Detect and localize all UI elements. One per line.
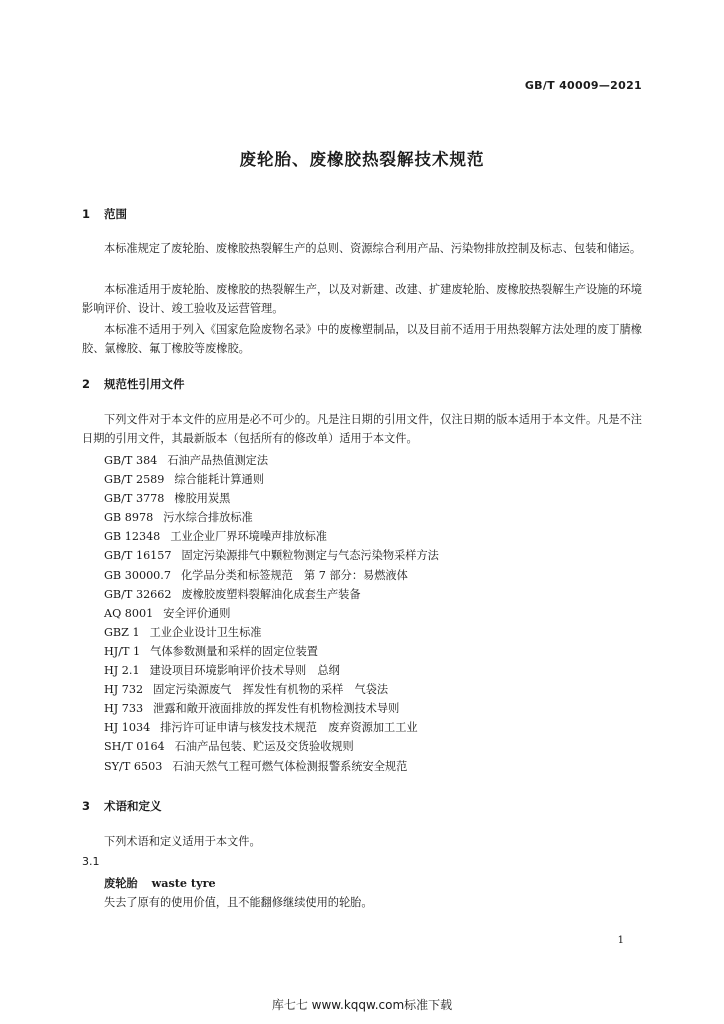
reference-code: GB/T 3778 xyxy=(104,492,165,506)
reference-code: AQ 8001 xyxy=(104,606,154,620)
reference-code: GB/T 32662 xyxy=(104,587,172,601)
scope-paragraph-2: 本标准适用于废轮胎、废橡胶的热裂解生产，以及对新建、改建、扩建废轮胎、废橡胶热裂解生产设施的环境影响评价、设计、竣工验收及运营管理。 xyxy=(82,283,642,315)
reference-item xyxy=(104,527,439,546)
reference-code: HJ/T 1 xyxy=(104,644,141,658)
section-title: 规范性引用文件 xyxy=(104,377,185,391)
reference-title: 固定污染源排气中颗粒物测定与气态污染物采样方法 xyxy=(181,549,439,563)
reference-code: GB 12348 xyxy=(104,530,161,544)
reference-title: 废橡胶废塑料裂解油化成套生产装备 xyxy=(181,587,361,601)
standard-code: GB/T 40009—2021 xyxy=(524,79,642,92)
reference-item xyxy=(104,737,439,756)
reference-code: HJ 733 xyxy=(104,702,144,716)
term-chinese: 废轮胎 xyxy=(104,877,138,890)
reference-item xyxy=(104,508,439,527)
reference-code: HJ 2.1 xyxy=(104,664,140,678)
reference-list xyxy=(104,451,439,776)
section-title: 范围 xyxy=(104,207,127,221)
reference-code: GB 8978 xyxy=(104,511,154,525)
reference-item xyxy=(104,470,439,489)
section-heading-scope xyxy=(82,206,127,222)
section-number: 2 xyxy=(82,377,91,391)
reference-code: GB/T 16157 xyxy=(104,549,172,563)
document-title: 废轮胎、废橡胶热裂解技术规范 xyxy=(239,150,485,169)
scope-paragraph-1: 本标准规定了废轮胎、废橡胶热裂解生产的总则、资源综合利用产品、污染物排放控制及标志、包装和储运。 xyxy=(104,242,642,255)
reference-item xyxy=(104,451,439,470)
term-english: waste tyre xyxy=(151,876,216,890)
section-heading-terms-definitions xyxy=(82,798,162,814)
reference-code: SH/T 0164 xyxy=(104,740,165,754)
reference-item xyxy=(104,757,439,776)
reference-title: 气体参数测量和采样的固定位装置 xyxy=(150,644,318,658)
section-heading-normative-references xyxy=(82,376,185,392)
term-definition: 失去了原有的使用价值，且不能翻修继续使用的轮胎。 xyxy=(104,896,373,909)
reference-code: HJ 732 xyxy=(104,683,144,697)
reference-title: 工业企业厂界环境噪声排放标准 xyxy=(170,530,327,544)
reference-code: HJ 1034 xyxy=(104,721,151,735)
reference-item xyxy=(104,699,439,718)
reference-item xyxy=(104,661,439,680)
reference-item xyxy=(104,604,439,623)
reference-title: 石油产品热值测定法 xyxy=(167,454,269,467)
reference-code: GB/T 384 xyxy=(104,454,158,467)
reference-item xyxy=(104,546,439,565)
reference-title: 污水综合排放标准 xyxy=(163,511,253,525)
reference-code: GBZ 1 xyxy=(104,625,140,639)
reference-item xyxy=(104,718,439,737)
section-title: 术语和定义 xyxy=(104,799,162,813)
reference-item xyxy=(104,642,439,661)
reference-title: 石油天然气工程可燃气体检测报警系统安全规范 xyxy=(172,759,408,773)
clause-number: 3.1 xyxy=(82,855,100,868)
reference-item xyxy=(104,623,439,642)
term-entry xyxy=(104,875,216,891)
reference-title: 泄露和敞开液面排放的挥发性有机物检测技术导则 xyxy=(153,702,400,716)
scope-paragraph-3: 本标准不适用于列入《国家危险废物名录》中的废橡塑制品，以及目前不适用于用热裂解方法处理的废丁腈橡胶、氯橡胶、氟丁橡胶等废橡胶。 xyxy=(82,323,642,355)
section-number: 3 xyxy=(82,799,91,813)
section-number: 1 xyxy=(82,207,91,221)
reference-item xyxy=(104,680,439,699)
reference-title: 综合能耗计算通则 xyxy=(174,473,264,487)
reference-title: 石油产品包装、贮运及交货验收规则 xyxy=(174,740,354,754)
references-intro-paragraph: 下列文件对于本文件的应用是必不可少的。凡是注日期的引用文件，仅注日期的版本适用于本文件。凡是不注日期的引用文件，其最新版本（包括所有的修改单）适用于本文件。 xyxy=(82,413,642,445)
page-number: 1 xyxy=(617,935,624,946)
reference-code: GB/T 2589 xyxy=(104,473,165,487)
reference-title: 排污许可证申请与核发技术规范 废弃资源加工工业 xyxy=(160,721,418,735)
reference-title: 安全评价通则 xyxy=(163,606,231,620)
reference-item xyxy=(104,566,439,585)
reference-title: 工业企业设计卫生标准 xyxy=(149,625,262,639)
reference-code: SY/T 6503 xyxy=(104,759,163,773)
terms-intro-paragraph: 下列术语和定义适用于本文件。 xyxy=(104,835,261,848)
reference-item xyxy=(104,585,439,604)
reference-item xyxy=(104,489,439,508)
download-footer: 库七七 www.kqqw.com标准下载 xyxy=(271,998,453,1012)
reference-title: 化学品分类和标签规范 第 7 部分：易燃液体 xyxy=(180,568,408,582)
reference-title: 橡胶用炭黑 xyxy=(174,492,231,506)
reference-title: 固定污染源废气 挥发性有机物的采样 气袋法 xyxy=(153,683,389,697)
reference-code: GB 30000.7 xyxy=(104,568,171,582)
reference-title: 建设项目环境影响评价技术导则 总纲 xyxy=(149,664,340,678)
